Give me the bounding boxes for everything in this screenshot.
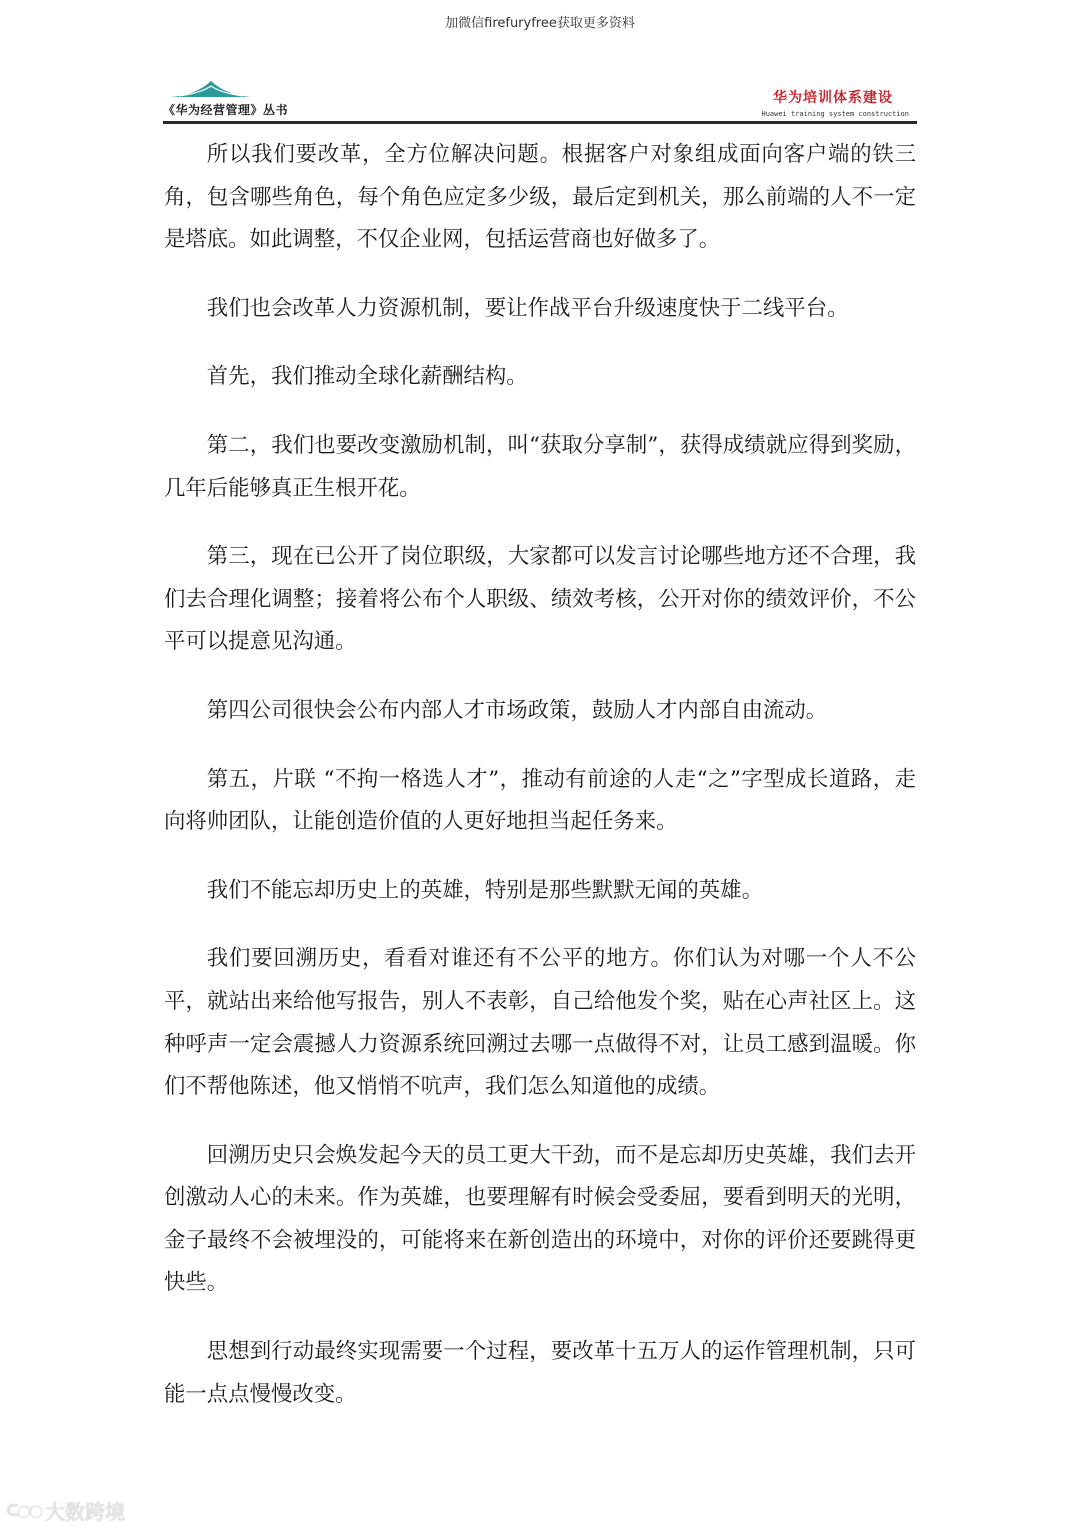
paragraph: 我们不能忘却历史上的英雄，特别是那些默默无闻的英雄。: [206, 877, 763, 903]
page-header: [163, 76, 917, 126]
footer-watermark: [6, 1496, 125, 1525]
paragraph: 回溯历史只会焕发起今天的员工更大干劲，而不是忘却历史英雄，我们去开创激动人心的未来。作为英雄，也要理解有时候会受委屈，要看到明天的光明，金子最终不会被埋没的，可能将来在新创造出的环境中，对你的评价还要跳得更快些。: [164, 1142, 916, 1296]
paragraph: 第三，现在已公开了岗位职级，大家都可以发言讨论哪些地方还不合理，我们去合理化调整；接着将公布个人职级、绩效考核，公开对你的绩效评价，不公平可以提意见沟通。: [164, 544, 916, 655]
paragraph: 第四公司很快会公布内部人才市场政策，鼓励人才内部自由流动。: [206, 697, 828, 723]
top-watermark-note: 加微信firefuryfree获取更多资料: [445, 16, 635, 31]
paragraph: 首先，我们推动全球化薪酬结构。: [206, 364, 528, 390]
document-body: [164, 134, 916, 1442]
paragraph: 所以我们要改革，全方位解决问题。根据客户对象组成面向客户端的铁三角，包含哪些角色，每个角色应定多少级，最后定到机关，那么前端的人不一定是塔底。如此调整，不仅企业网，包括运营商也好做多了。: [164, 142, 916, 253]
mountain-logo-icon: [171, 78, 251, 98]
paragraph: 思想到行动最终实现需要一个过程，要改革十五万人的运作管理机制，只可能一点点慢慢改变。: [164, 1339, 916, 1407]
brand-subtitle: Huawei training system construction: [761, 110, 909, 118]
paragraph: 第五，片联 “不拘一格选人才”，推动有前途的人走“之”字型成长道路，走向将帅团队，让能创造价值的人更好地担当起任务来。: [164, 766, 916, 835]
brand-title: 华为培训体系建设: [773, 90, 893, 106]
paragraph: 我们要回溯历史，看看对谁还有不公平的地方。你们认为对哪一个人不公平，就站出来给他写报告，别人不表彰，自己给他发个奖，贴在心声社区上。这种呼声一定会震撼人力资源系统回溯过去哪一点做得不对，让员工感到温暖。你们不帮他陈述，他又悄悄不吭声，我们怎么知道他的成绩。: [164, 946, 916, 1100]
paragraph: 第二，我们也要改变激励机制，叫“获取分享制”，获得成绩就应得到奖励，几年后能够真正生根开花。: [164, 432, 916, 501]
watermark-logo-icon: ᑕ○○: [6, 1501, 41, 1520]
paragraph: 我们也会改革人力资源机制，要让作战平台升级速度快于二线平台。: [206, 295, 849, 321]
watermark-text: 大数跨境: [44, 1500, 125, 1524]
header-divider: [163, 121, 917, 124]
series-title: 《华为经营管理》丛书: [163, 103, 289, 117]
